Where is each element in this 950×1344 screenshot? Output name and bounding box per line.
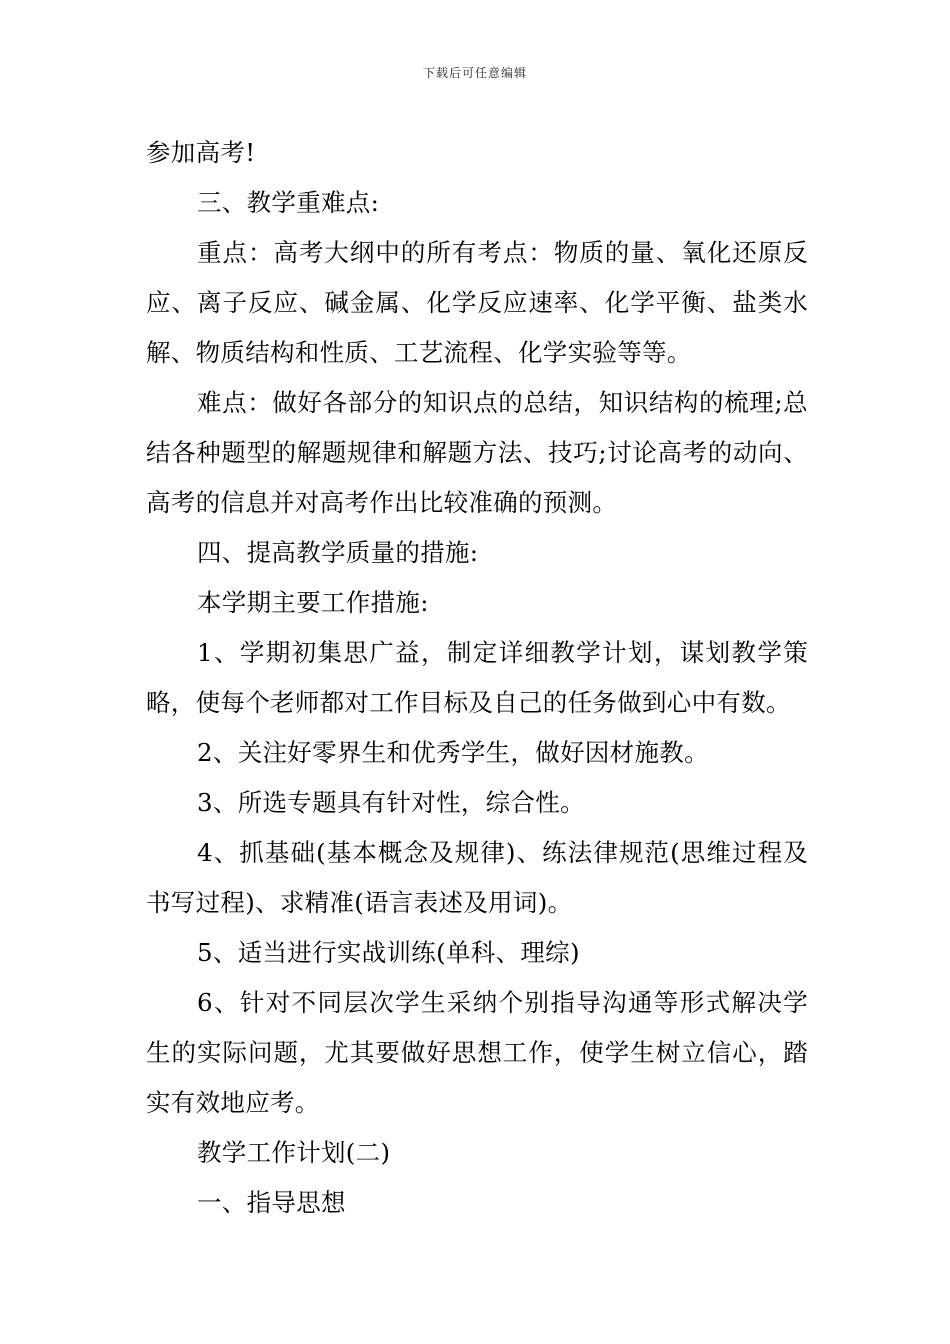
paragraph-5: 四、提高教学质量的措施: bbox=[197, 538, 479, 567]
paragraph-14: 一、指导思想 bbox=[197, 1188, 346, 1217]
paragraph-4: 难点：做好各部分的知识点的总结，知识结构的梳理;总结各种题型的解题规律和解题方法、技巧;讨论高考的动向、高考的信息并对高考作出比较准确的预测。 bbox=[146, 388, 808, 517]
paragraph-9: 3、所选专题具有针对性，综合性。 bbox=[197, 788, 585, 817]
paragraph-12: 6、针对不同层次学生采纳个别指导沟通等形式解决学生的实际问题，尤其要做好思想工作，使学生树立信心，踏实有效地应考。 bbox=[146, 988, 808, 1117]
paragraph-10: 4、抓基础(基本概念及规律)、练法律规范(思维过程及书写过程)、求精准(语言表述及用词)。 bbox=[146, 838, 808, 917]
document-body bbox=[146, 128, 808, 1228]
paragraph-2: 三、教学重难点: bbox=[197, 188, 380, 217]
paragraph-1: 参加高考! bbox=[146, 138, 256, 167]
page-header-note: 下载后可任意编辑 bbox=[422, 66, 527, 80]
paragraph-13: 教学工作计划(二) bbox=[197, 1138, 391, 1167]
paragraph-7: 1、学期初集思广益，制定详细教学计划，谋划教学策略，使每个老师都对工作目标及自己的任务做到心中有数。 bbox=[146, 638, 808, 717]
paragraph-11: 5、适当进行实战训练(单科、理综) bbox=[197, 938, 580, 967]
paragraph-8: 2、关注好零界生和优秀学生，做好因材施教。 bbox=[197, 738, 709, 767]
paragraph-6: 本学期主要工作措施: bbox=[197, 588, 429, 617]
paragraph-3: 重点：高考大纲中的所有考点：物质的量、氧化还原反应、离子反应、碱金属、化学反应速率、化学平衡、盐类水解、物质结构和性质、工艺流程、化学实验等等。 bbox=[146, 238, 808, 367]
